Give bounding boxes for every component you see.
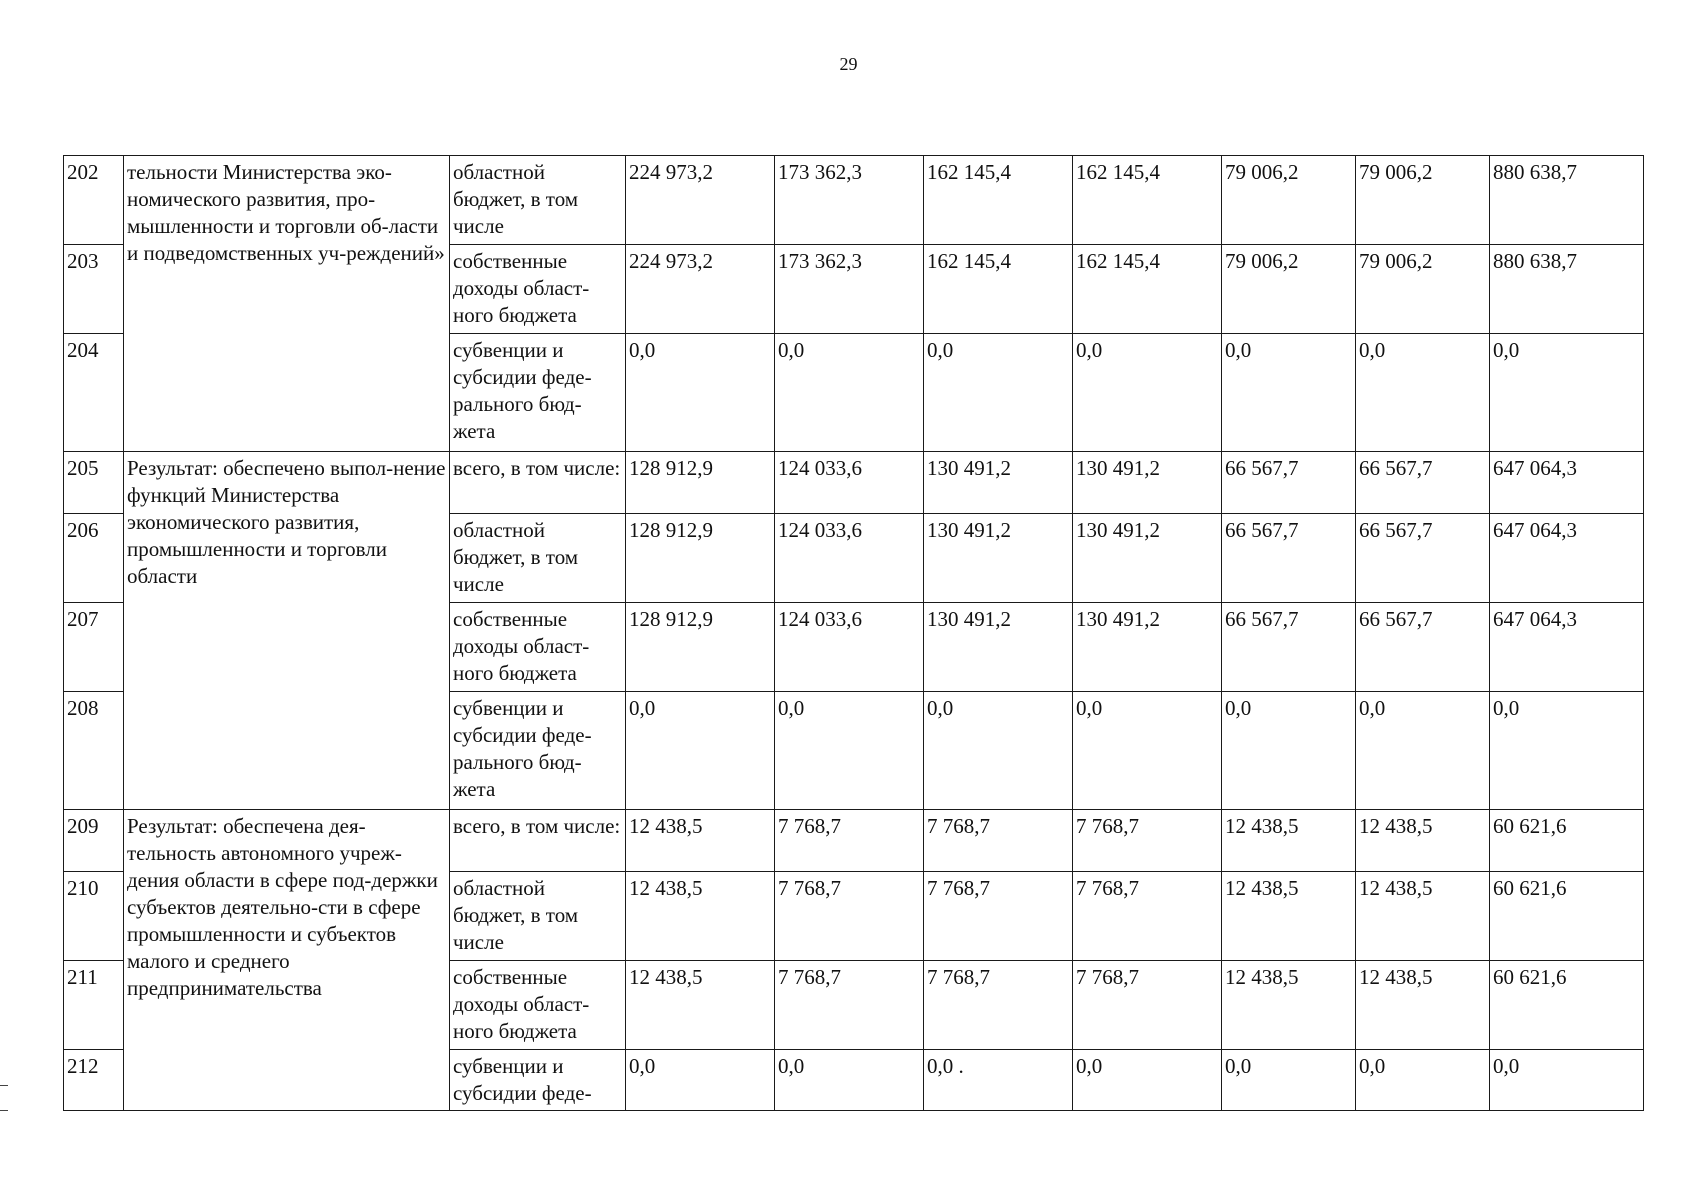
total-cell: 647 064,3 <box>1490 514 1644 603</box>
value-cell: 130 491,2 <box>924 603 1073 692</box>
value-cell: 12 438,5 <box>626 961 775 1050</box>
value-cell: 0,0 <box>1356 1050 1490 1111</box>
value-cell: 130 491,2 <box>1073 514 1222 603</box>
value-cell: 66 567,7 <box>1222 514 1356 603</box>
value-cell: 0,0 <box>626 334 775 452</box>
table-row <box>64 810 1644 872</box>
value-cell: 0,0 <box>924 334 1073 452</box>
value-cell: 173 362,3 <box>775 245 924 334</box>
funding-source: областной бюджет, в том числе <box>450 872 626 961</box>
total-cell: 647 064,3 <box>1490 603 1644 692</box>
row-number: 209 <box>64 810 124 872</box>
table-row <box>64 156 1644 245</box>
total-cell: 880 638,7 <box>1490 156 1644 245</box>
total-cell: 60 621,6 <box>1490 961 1644 1050</box>
table-row <box>64 452 1644 514</box>
value-cell: 79 006,2 <box>1356 245 1490 334</box>
funding-source: всего, в том числе: <box>450 810 626 872</box>
funding-source: собственные доходы област-ного бюджета <box>450 961 626 1050</box>
value-cell: 7 768,7 <box>1073 872 1222 961</box>
row-number: 202 <box>64 156 124 245</box>
value-cell: 7 768,7 <box>924 810 1073 872</box>
row-number: 205 <box>64 452 124 514</box>
total-cell: 0,0 <box>1490 692 1644 810</box>
value-cell: 79 006,2 <box>1222 245 1356 334</box>
value-cell: 12 438,5 <box>626 872 775 961</box>
value-cell: 130 491,2 <box>1073 452 1222 514</box>
funding-source: субвенции и субсидии феде- <box>450 1050 626 1111</box>
value-cell: 0,0 <box>775 1050 924 1111</box>
value-cell: 66 567,7 <box>1356 452 1490 514</box>
value-cell: 79 006,2 <box>1356 156 1490 245</box>
value-cell: 0,0 <box>775 334 924 452</box>
funding-source: субвенции и субсидии феде-рального бюд-жета <box>450 334 626 452</box>
total-cell: 60 621,6 <box>1490 810 1644 872</box>
funding-source: собственные доходы област-ного бюджета <box>450 245 626 334</box>
value-cell: 12 438,5 <box>1356 810 1490 872</box>
value-cell: 7 768,7 <box>924 872 1073 961</box>
value-cell: 12 438,5 <box>626 810 775 872</box>
value-cell: 124 033,6 <box>775 603 924 692</box>
measure-description: Результат: обеспечена дея-тельность автономного учреж-дения области в сфере под-держки субъектов деятельно-сти в сфере промышленности и субъектов малого и среднего предпринимательства <box>124 810 450 1111</box>
value-cell: 0,0 <box>1222 1050 1356 1111</box>
value-cell: 224 973,2 <box>626 156 775 245</box>
value-cell: 7 768,7 <box>775 810 924 872</box>
value-cell: 124 033,6 <box>775 514 924 603</box>
value-cell: 162 145,4 <box>1073 156 1222 245</box>
value-cell: 0,0 <box>626 1050 775 1111</box>
measure-description: Результат: обеспечено выпол-нение функций Министерства экономического развития, промышленности и торговли области <box>124 452 450 810</box>
value-cell: 0,0 <box>1222 692 1356 810</box>
value-cell: 12 438,5 <box>1222 872 1356 961</box>
funding-source: субвенции и субсидии феде-рального бюд-жета <box>450 692 626 810</box>
total-cell: 0,0 <box>1490 334 1644 452</box>
row-number: 208 <box>64 692 124 810</box>
row-number: 211 <box>64 961 124 1050</box>
row-number: 207 <box>64 603 124 692</box>
value-cell: 12 438,5 <box>1222 961 1356 1050</box>
value-cell: 130 491,2 <box>924 514 1073 603</box>
total-cell: 60 621,6 <box>1490 872 1644 961</box>
page-number: 29 <box>839 54 858 74</box>
value-cell: 0,0 <box>924 692 1073 810</box>
value-cell: 12 438,5 <box>1356 961 1490 1050</box>
value-cell: 124 033,6 <box>775 452 924 514</box>
measure-description: тельности Министерства эко-номического развития, про-мышленности и торговли об-ласти и подведомственных уч-реждений» <box>124 156 450 452</box>
value-cell: 0,0 <box>1073 1050 1222 1111</box>
value-cell: 79 006,2 <box>1222 156 1356 245</box>
value-cell: 128 912,9 <box>626 452 775 514</box>
value-cell: 12 438,5 <box>1222 810 1356 872</box>
value-cell: 162 145,4 <box>924 156 1073 245</box>
total-cell: 0,0 <box>1490 1050 1644 1111</box>
funding-source: областной бюджет, в том числе <box>450 514 626 603</box>
total-cell: 880 638,7 <box>1490 245 1644 334</box>
value-cell: 7 768,7 <box>1073 810 1222 872</box>
row-number: 203 <box>64 245 124 334</box>
funding-source: областной бюджет, в том числе <box>450 156 626 245</box>
funding-source: собственные доходы област-ного бюджета <box>450 603 626 692</box>
total-cell: 647 064,3 <box>1490 452 1644 514</box>
value-cell: 162 145,4 <box>1073 245 1222 334</box>
row-number: 212 <box>64 1050 124 1111</box>
value-cell: 0,0 <box>626 692 775 810</box>
value-cell: 224 973,2 <box>626 245 775 334</box>
budget-table <box>63 155 1644 1111</box>
value-cell: 0,0 <box>1356 692 1490 810</box>
value-cell: 0,0 <box>1073 692 1222 810</box>
value-cell: 0,0 <box>1356 334 1490 452</box>
value-cell: 0,0 <box>775 692 924 810</box>
value-cell: 7 768,7 <box>1073 961 1222 1050</box>
value-cell: 7 768,7 <box>775 872 924 961</box>
value-cell: 66 567,7 <box>1356 603 1490 692</box>
row-number: 206 <box>64 514 124 603</box>
value-cell: 130 491,2 <box>924 452 1073 514</box>
value-cell: 66 567,7 <box>1222 603 1356 692</box>
row-number: 204 <box>64 334 124 452</box>
value-cell: 0,0 . <box>924 1050 1073 1111</box>
scan-edge-mark <box>0 1085 8 1086</box>
value-cell: 173 362,3 <box>775 156 924 245</box>
value-cell: 12 438,5 <box>1356 872 1490 961</box>
row-number: 210 <box>64 872 124 961</box>
value-cell: 7 768,7 <box>775 961 924 1050</box>
value-cell: 0,0 <box>1222 334 1356 452</box>
value-cell: 7 768,7 <box>924 961 1073 1050</box>
funding-source: всего, в том числе: <box>450 452 626 514</box>
value-cell: 128 912,9 <box>626 514 775 603</box>
scan-edge-mark <box>0 1110 8 1111</box>
value-cell: 0,0 <box>1073 334 1222 452</box>
value-cell: 128 912,9 <box>626 603 775 692</box>
value-cell: 66 567,7 <box>1222 452 1356 514</box>
value-cell: 130 491,2 <box>1073 603 1222 692</box>
value-cell: 66 567,7 <box>1356 514 1490 603</box>
value-cell: 162 145,4 <box>924 245 1073 334</box>
